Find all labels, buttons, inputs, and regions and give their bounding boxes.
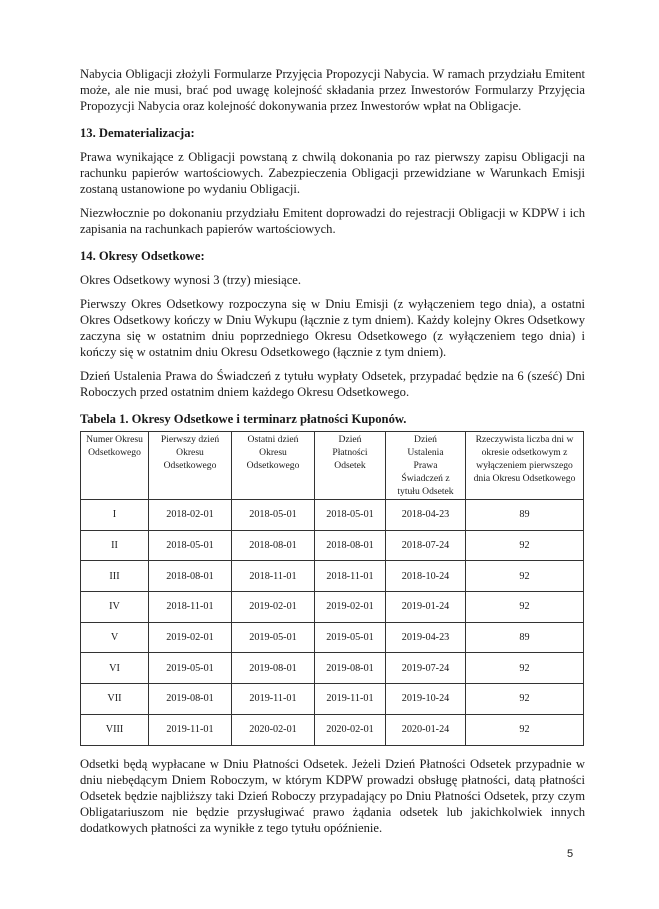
record-day-cell: 2018-07-24 xyxy=(386,530,466,561)
payment-day-cell: 2019-05-01 xyxy=(315,622,386,653)
table-row xyxy=(81,561,584,592)
record-day-cell: 2020-01-24 xyxy=(386,714,466,745)
actual-days-cell: 89 xyxy=(466,622,584,653)
header-actual-days: Rzeczywista liczba dni w okresie odsetkowym z wyłączeniem pierwszego dnia Okresu Odsetkowego xyxy=(466,432,584,500)
last-day-cell: 2018-05-01 xyxy=(232,500,315,531)
table-row xyxy=(81,530,584,561)
payment-day-cell: 2019-08-01 xyxy=(315,653,386,684)
actual-days-cell: 92 xyxy=(466,561,584,592)
first-day-cell: 2019-02-01 xyxy=(149,622,232,653)
actual-days-cell: 89 xyxy=(466,500,584,531)
intro-paragraph: Nabycia Obligacji złożyli Formularze Przyjęcia Propozycji Nabycia. W ramach przydziału Emitent może, ale nie musi, brać pod uwagę kolejność składania przez Inwestorów Formularzy Przyjęcia Propozycji Nabycia oraz kolejność dokonywania przez Inwestorów wpłat na Obligacje. xyxy=(80,67,585,113)
header-last-day: Ostatni dzień Okresu Odsetkowego xyxy=(232,432,315,500)
period-number-cell: VIII xyxy=(81,714,149,745)
table-row xyxy=(81,622,584,653)
table-caption: Tabela 1. Okresy Odsetkowe i terminarz płatności Kuponów. xyxy=(80,412,407,426)
payment-day-cell: 2018-05-01 xyxy=(315,500,386,531)
record-day-cell: 2019-10-24 xyxy=(386,684,466,715)
first-day-cell: 2018-08-01 xyxy=(149,561,232,592)
record-day-cell: 2019-07-24 xyxy=(386,653,466,684)
period-number-cell: VII xyxy=(81,684,149,715)
period-number-cell: II xyxy=(81,530,149,561)
first-day-cell: 2019-11-01 xyxy=(149,714,232,745)
payment-day-cell: 2019-02-01 xyxy=(315,592,386,623)
first-day-cell: 2019-05-01 xyxy=(149,653,232,684)
last-day-cell: 2019-02-01 xyxy=(232,592,315,623)
last-day-cell: 2020-02-01 xyxy=(232,714,315,745)
section-14-paragraph-1: Okres Odsetkowy wynosi 3 (trzy) miesiące. xyxy=(80,273,302,287)
document-page xyxy=(80,66,585,847)
header-record-day: Dzień Ustalenia Prawa Świadczeń z tytułu Odsetek xyxy=(386,432,466,500)
header-period-number: Numer Okresu Odsetkowego xyxy=(81,432,149,500)
section-13-paragraph-1: Prawa wynikające z Obligacji powstaną z chwilą dokonania po raz pierwszy zapisu Obligacji na rachunku papierów wartościowych. Zabezpieczenia Obligacji przewidziane w Warunkach Emisji zostaną ustanowione po wydaniu Obligacji. xyxy=(80,150,585,196)
first-day-cell: 2018-11-01 xyxy=(149,592,232,623)
payment-day-cell: 2018-11-01 xyxy=(315,561,386,592)
table-row xyxy=(81,684,584,715)
page-number: 5 xyxy=(567,848,574,860)
section-13-paragraph-2: Niezwłocznie po dokonaniu przydziału Emitent doprowadzi do rejestracji Obligacji w KDPW i ich zapisania na rachunkach papierów wartościowych. xyxy=(80,206,585,236)
section-14-paragraph-2: Pierwszy Okres Odsetkowy rozpoczyna się w Dniu Emisji (z wyłączeniem tego dnia), a ostatni Okres Odsetkowy kończy w Dniu Wykupu (łącznie z tym dniem). Każdy kolejny Okres Odsetkowy zaczyna się w ostatnim dniu poprzedniego Okresu Odsetkowego (z wyłączeniem tego dnia) i kończy się w ostatnim dniu Okresu Odsetkowego (łącznie z tym dniem). xyxy=(80,297,585,359)
actual-days-cell: 92 xyxy=(466,653,584,684)
section-14-heading: 14. Okresy Odsetkowe: xyxy=(80,249,205,263)
actual-days-cell: 92 xyxy=(466,714,584,745)
actual-days-cell: 92 xyxy=(466,592,584,623)
closing-paragraph: Odsetki będą wypłacane w Dniu Płatności Odsetek. Jeżeli Dzień Płatności Odsetek przypadnie w dniu niebędącym Dniem Roboczym, w którym KDPW prowadzi obsługę płatności, datą płatności Odsetek będzie najbliższy taki Dzień Roboczy przypadający po Dniu Płatności Odsetek, przy czym Obligatariuszom nie będzie przysługiwać prawo żądania odsetek lub jakichkolwiek innych dodatkowych płatności za wynikłe z tego tytułu opóźnienie. xyxy=(80,756,585,835)
period-number-cell: I xyxy=(81,500,149,531)
period-number-cell: V xyxy=(81,622,149,653)
table-row xyxy=(81,653,584,684)
table-row xyxy=(81,714,584,745)
payment-day-cell: 2019-11-01 xyxy=(315,684,386,715)
record-day-cell: 2018-04-23 xyxy=(386,500,466,531)
section-13-heading: 13. Dematerializacja: xyxy=(80,126,195,140)
last-day-cell: 2019-11-01 xyxy=(232,684,315,715)
last-day-cell: 2018-08-01 xyxy=(232,530,315,561)
last-day-cell: 2019-05-01 xyxy=(232,622,315,653)
section-14-paragraph-3: Dzień Ustalenia Prawa do Świadczeń z tytułu wypłaty Odsetek, przypadać będzie na 6 (sześć) Dni Roboczych przed ostatnim dniem każdego Okresu Odsetkowego. xyxy=(80,369,585,399)
payment-day-cell: 2018-08-01 xyxy=(315,530,386,561)
header-payment-day: Dzień Płatności Odsetek xyxy=(315,432,386,500)
record-day-cell: 2018-10-24 xyxy=(386,561,466,592)
table-header-row xyxy=(81,432,584,500)
first-day-cell: 2019-08-01 xyxy=(149,684,232,715)
table-row xyxy=(81,592,584,623)
first-day-cell: 2018-02-01 xyxy=(149,500,232,531)
payment-day-cell: 2020-02-01 xyxy=(315,714,386,745)
actual-days-cell: 92 xyxy=(466,684,584,715)
period-number-cell: III xyxy=(81,561,149,592)
interest-periods-table xyxy=(80,431,584,746)
period-number-cell: VI xyxy=(81,653,149,684)
table-row xyxy=(81,500,584,531)
actual-days-cell: 92 xyxy=(466,530,584,561)
first-day-cell: 2018-05-01 xyxy=(149,530,232,561)
record-day-cell: 2019-04-23 xyxy=(386,622,466,653)
period-number-cell: IV xyxy=(81,592,149,623)
header-first-day: Pierwszy dzień Okresu Odsetkowego xyxy=(149,432,232,500)
record-day-cell: 2019-01-24 xyxy=(386,592,466,623)
last-day-cell: 2019-08-01 xyxy=(232,653,315,684)
last-day-cell: 2018-11-01 xyxy=(232,561,315,592)
